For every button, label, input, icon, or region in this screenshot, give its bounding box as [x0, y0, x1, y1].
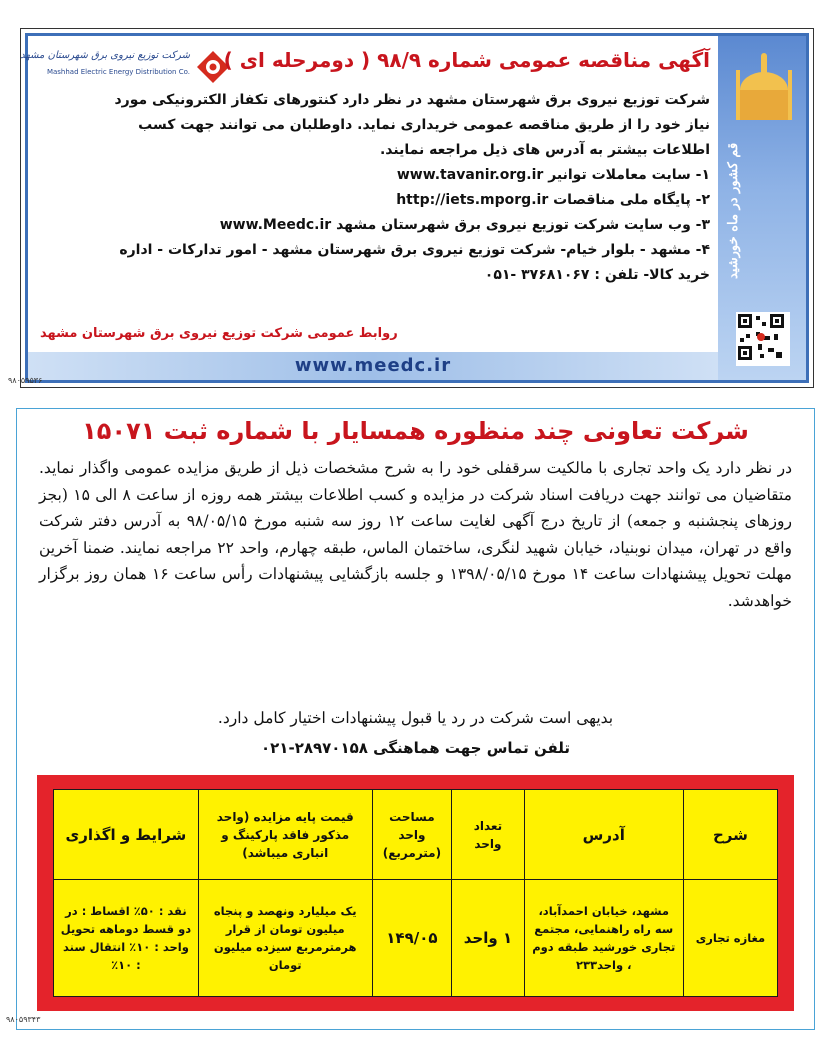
- list-item: ۲- پایگاه ملی مناقصات http://iets.mporg.ir: [396, 192, 710, 208]
- auction-note: بدیهی است شرکت در رد یا قبول پیشنهادات اختیار کامل دارد.: [217, 709, 614, 727]
- list-item: ۱- سایت معاملات توانیر www.tavanir.org.ir: [396, 167, 710, 183]
- cell-desc: مغازه تجاری: [683, 880, 777, 997]
- logo-text-en: Mashhad Electric Energy Distribution Co.: [46, 68, 190, 76]
- col-price-header: قیمت پایه مزایده (واحد مذکور فاقد پارکینگ و انباری میباشد): [198, 790, 372, 880]
- ad-code: ۹۸۰۵۹۳۴۳: [6, 1015, 41, 1024]
- col-area-header: مساحت واحد (مترمربع): [372, 790, 452, 880]
- cell-count: ۱ واحد: [452, 880, 524, 997]
- public-relations-signature: روابط عمومی شرکت توزیع نیروی برق شهرستان مشهد: [40, 326, 398, 341]
- col-address-header: آدرس: [524, 790, 683, 880]
- auction-table: [53, 789, 778, 997]
- col-desc-header: شرح: [683, 790, 777, 880]
- col-count-header: تعداد واحد: [452, 790, 524, 880]
- qr-code-icon: [736, 312, 790, 366]
- list-item: ۳- وب سایت شرکت توزیع نیروی برق شهرستان مشهد www.Meedc.ir: [219, 217, 710, 233]
- cell-terms: نقد : ۵۰٪ اقساط : در دو قسط دوماهه تحویل واحد : ۱۰٪ انتقال سند : ۱۰٪: [54, 880, 199, 997]
- auction-body-text: در نظر دارد یک واحد تجاری با مالکیت سرقفلی خود را به شرح مشخصات ذیل از طریق مزایده عمومی واگذار نماید. متقاضیان می توانند جهت دریافت اسناد شرکت در مزایده و کسب اطلاعات بیشتر همه روزه از ساعت ۸ الی ۱۵ (بجز روزهای پنجشنبه و جمعه) از تاریخ درج آگهی لغایت ساعت ۱۲ روز سه شنبه مورخ ۹۸/۰۵/۱۵ به آدرس دفتر شرکت واقع در تهران، میدان نوبنیاد، خیابان شهید لنگری، ساختمان الماس، طبقه چهارم، واحد ۲۲ مراجعه نمایند. ضمنا آخرین مهلت تحویل پیشنهادات ساعت ۱۴ مورخ ۱۳۹۸/۰۵/۱۵ و جلسه بازگشایی پیشنهادات رأس ساعت ۱۶ همان روز برگزار خواهدشد.: [39, 459, 793, 610]
- table-row: [54, 880, 778, 997]
- cell-price: یک میلیارد ونهصد و پنجاه میلیون تومان از قرار هرمترمربع سیزده میلیون تومان: [198, 880, 372, 997]
- cell-area: ۱۴۹/۰۵: [372, 880, 452, 997]
- table-header-row: [54, 790, 778, 880]
- tender-address-list: [110, 163, 710, 288]
- auction-phone: تلفن تماس جهت هماهنگی ۲۸۹۷۰۱۵۸-۰۲۱: [260, 739, 570, 757]
- shrine-icon: [734, 50, 794, 122]
- side-slogan: قم کشور در ماه خورشید: [726, 142, 741, 280]
- auction-table-frame: [37, 775, 794, 1011]
- ad-code: ۹۸۰۵۹۵۳۶: [8, 376, 43, 385]
- shrine-panel: [718, 36, 806, 380]
- col-terms-header: شرایط و اگذاری: [54, 790, 199, 880]
- website-bar: [28, 352, 718, 380]
- list-item: ۴- مشهد - بلوار خیام- شرکت توزیع نیروی برق شهرستان مشهد - امور تدارکات - اداره خرید کالا- تلفن : ۳۷۶۸۱۰۶۷ -۰۵۱: [119, 242, 710, 283]
- website-url: www.meedc.ir: [294, 355, 452, 376]
- auction-title: شرکت تعاونی چند منظوره همسایار با شماره ثبت ۱۵۰۷۱: [82, 417, 749, 445]
- logo-text-fa: شرکت توزیع نیروی برق شهرستان مشهد: [20, 50, 190, 61]
- tender-title: آگهی مناقصه عمومی شماره ۹۸/۹ ( دومرحله ای ): [223, 48, 710, 72]
- tender-ad: [20, 28, 814, 388]
- auction-body: [39, 455, 792, 614]
- cell-address: مشهد، خیابان احمدآباد، سه راه راهنمایی، مجتمع تجاری خورشید طبقه دوم ، واحد۲۳۳: [524, 880, 683, 997]
- tender-body: [110, 88, 710, 288]
- auction-ad: [16, 408, 815, 1030]
- tender-intro: شرکت توزیع نیروی برق شهرستان مشهد در نظر دارد کنتورهای تکفاز الکترونیکی مورد نیاز خود را از طریق مناقصه عمومی خریداری نماید. داوطلبان می توانند جهت کسب اطلاعات بیشتر به آدرس های ذیل مراجعه نمایند.: [114, 92, 710, 158]
